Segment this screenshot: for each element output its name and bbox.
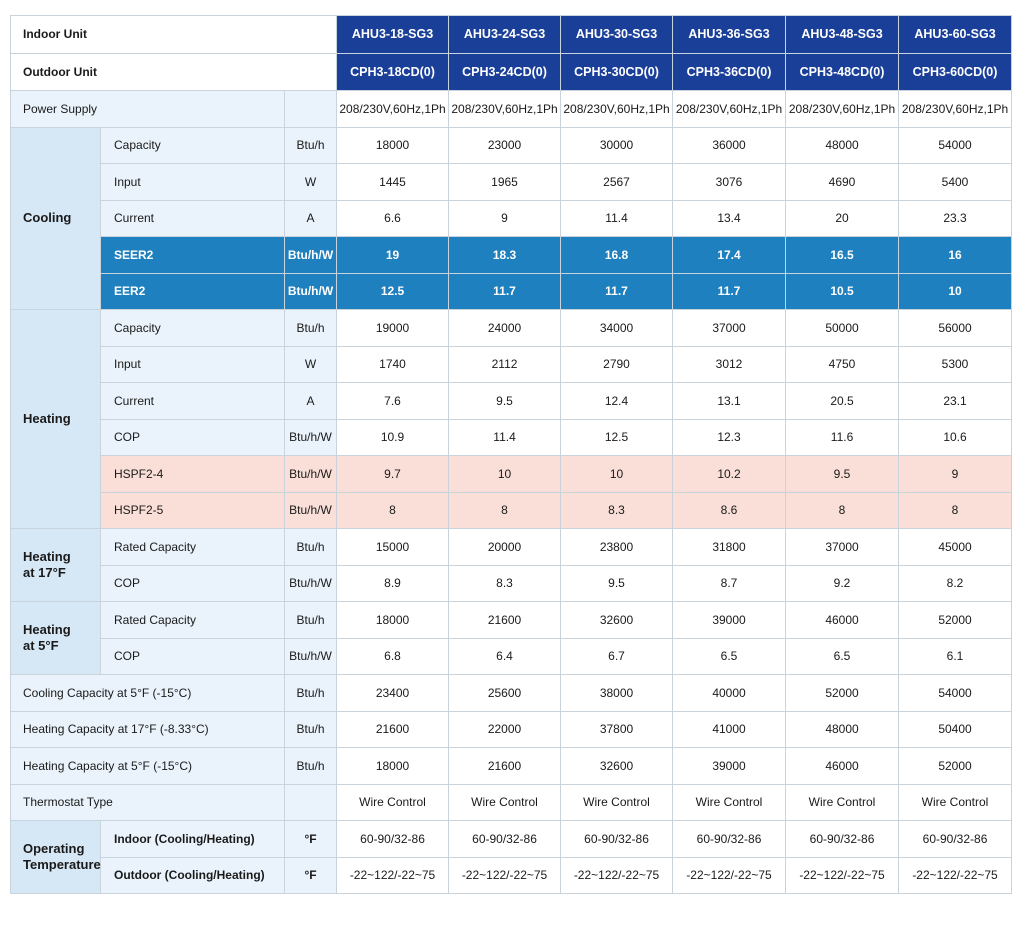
heat-cap-5f-value: 32600 [561,748,673,785]
cool-capacity-value: 18000 [337,127,449,164]
outdoor-model-cell: CPH3-30CD(0) [561,53,673,91]
cool-cap-5f-value: 40000 [673,675,786,712]
power-supply-value: 208/230V,60Hz,1Ph [561,91,673,128]
heat-cap-17f-value: 50400 [899,711,1012,748]
thermostat-label: Thermostat Type [11,784,285,821]
heat-cap-5f-value: 21600 [449,748,561,785]
hspf2-5-unit: Btu/h/W [285,492,337,529]
indoor-unit-label: Indoor Unit [11,16,337,54]
cool-cap-5f-unit: Btu/h [285,675,337,712]
seer2-value: 18.3 [449,237,561,274]
power-supply-unit [285,91,337,128]
heat-current-unit: A [285,383,337,420]
cool-input-value: 3076 [673,164,786,201]
seer2-value: 16 [899,237,1012,274]
table-row [11,675,1012,712]
h5-cop-value: 6.5 [786,638,899,675]
seer2-value: 16.5 [786,237,899,274]
heat-cop-value: 11.4 [449,419,561,456]
hspf2-5-label: HSPF2-5 [101,492,285,529]
thermostat-unit [285,784,337,821]
heat-cop-value: 12.5 [561,419,673,456]
h17-capacity-value: 45000 [899,529,1012,566]
seer2-label: SEER2 [101,237,285,274]
cooling-group-label: Cooling [11,127,101,310]
hspf2-4-value: 9 [899,456,1012,493]
indoor-model-cell: AHU3-30-SG3 [561,16,673,54]
heat-cap-17f-value: 22000 [449,711,561,748]
heat-capacity-value: 19000 [337,310,449,347]
operating-temp-group-label: Operating Temperature [11,821,101,894]
h17-capacity-value: 23800 [561,529,673,566]
indoor-model-cell: AHU3-48-SG3 [786,16,899,54]
heat-current-value: 13.1 [673,383,786,420]
table-row [11,565,1012,602]
cool-input-value: 1965 [449,164,561,201]
heat-cap-17f-label: Heating Capacity at 17°F (-8.33°C) [11,711,285,748]
op-outdoor-unit: °F [285,857,337,894]
h17-capacity-value: 20000 [449,529,561,566]
h17-cop-value: 9.5 [561,565,673,602]
table-row [11,310,1012,347]
indoor-model-cell: AHU3-36-SG3 [673,16,786,54]
h5-capacity-value: 46000 [786,602,899,639]
cool-current-value: 6.6 [337,200,449,237]
eer2-unit: Btu/h/W [285,273,337,310]
heat-capacity-value: 50000 [786,310,899,347]
cool-capacity-value: 48000 [786,127,899,164]
power-supply-value: 208/230V,60Hz,1Ph [786,91,899,128]
outdoor-model-cell: CPH3-48CD(0) [786,53,899,91]
cool-current-value: 20 [786,200,899,237]
indoor-model-cell: AHU3-18-SG3 [337,16,449,54]
h17-cop-label: COP [101,565,285,602]
h5-capacity-value: 32600 [561,602,673,639]
cool-cap-5f-value: 25600 [449,675,561,712]
h5-capacity-value: 18000 [337,602,449,639]
spec-table [10,15,1012,894]
cool-cap-5f-value: 54000 [899,675,1012,712]
heat-cap-17f-unit: Btu/h [285,711,337,748]
cool-input-value: 2567 [561,164,673,201]
heat-input-value: 2790 [561,346,673,383]
eer2-value: 11.7 [561,273,673,310]
h17-capacity-label: Rated Capacity [101,529,285,566]
table-row [11,383,1012,420]
cool-cap-5f-value: 52000 [786,675,899,712]
heat-input-value: 5300 [899,346,1012,383]
table-row [11,602,1012,639]
heat-cop-label: COP [101,419,285,456]
outdoor-model-cell: CPH3-60CD(0) [899,53,1012,91]
h17-cop-value: 9.2 [786,565,899,602]
power-supply-value: 208/230V,60Hz,1Ph [449,91,561,128]
hspf2-5-value: 8 [337,492,449,529]
heat-capacity-label: Capacity [101,310,285,347]
table-row [11,53,1012,91]
cool-cap-5f-value: 38000 [561,675,673,712]
cool-capacity-value: 30000 [561,127,673,164]
op-indoor-unit: °F [285,821,337,858]
op-outdoor-value: -22~122/-22~75 [786,857,899,894]
h5-cop-value: 6.5 [673,638,786,675]
h5-capacity-unit: Btu/h [285,602,337,639]
cool-capacity-value: 36000 [673,127,786,164]
op-indoor-value: 60-90/32-86 [899,821,1012,858]
heat-current-value: 20.5 [786,383,899,420]
h5-capacity-value: 39000 [673,602,786,639]
table-row [11,492,1012,529]
heat-capacity-value: 56000 [899,310,1012,347]
cool-current-unit: A [285,200,337,237]
heat-input-label: Input [101,346,285,383]
h17-cop-unit: Btu/h/W [285,565,337,602]
thermostat-value: Wire Control [337,784,449,821]
op-outdoor-value: -22~122/-22~75 [561,857,673,894]
heat-capacity-value: 37000 [673,310,786,347]
heating-5f-group-label: Heating at 5°F [11,602,101,675]
seer2-value: 19 [337,237,449,274]
eer2-value: 11.7 [673,273,786,310]
h5-cop-value: 6.4 [449,638,561,675]
table-row [11,164,1012,201]
heating-17f-group-label: Heating at 17°F [11,529,101,602]
thermostat-value: Wire Control [899,784,1012,821]
h17-cop-value: 8.2 [899,565,1012,602]
h5-cop-value: 6.1 [899,638,1012,675]
heat-capacity-value: 34000 [561,310,673,347]
cool-capacity-label: Capacity [101,127,285,164]
cool-input-value: 4690 [786,164,899,201]
hspf2-4-value: 9.7 [337,456,449,493]
heat-cap-5f-label: Heating Capacity at 5°F (-15°C) [11,748,285,785]
cool-input-unit: W [285,164,337,201]
hspf2-4-value: 10.2 [673,456,786,493]
cool-capacity-value: 23000 [449,127,561,164]
op-indoor-value: 60-90/32-86 [786,821,899,858]
cool-cap-5f-value: 23400 [337,675,449,712]
h5-cop-value: 6.7 [561,638,673,675]
thermostat-value: Wire Control [673,784,786,821]
op-outdoor-value: -22~122/-22~75 [673,857,786,894]
op-indoor-value: 60-90/32-86 [561,821,673,858]
heat-current-value: 7.6 [337,383,449,420]
h5-capacity-value: 21600 [449,602,561,639]
op-indoor-value: 60-90/32-86 [673,821,786,858]
h17-capacity-value: 37000 [786,529,899,566]
power-supply-label: Power Supply [11,91,285,128]
h17-capacity-value: 31800 [673,529,786,566]
h5-capacity-value: 52000 [899,602,1012,639]
heat-cap-5f-unit: Btu/h [285,748,337,785]
heat-capacity-value: 24000 [449,310,561,347]
heat-cop-value: 10.6 [899,419,1012,456]
hspf2-5-value: 8.6 [673,492,786,529]
table-row [11,200,1012,237]
outdoor-model-cell: CPH3-24CD(0) [449,53,561,91]
eer2-label: EER2 [101,273,285,310]
table-row [11,748,1012,785]
heat-cap-5f-value: 52000 [899,748,1012,785]
outdoor-unit-label: Outdoor Unit [11,53,337,91]
heat-input-value: 1740 [337,346,449,383]
op-outdoor-value: -22~122/-22~75 [899,857,1012,894]
hspf2-5-value: 8 [786,492,899,529]
power-supply-value: 208/230V,60Hz,1Ph [673,91,786,128]
table-row [11,237,1012,274]
heat-input-unit: W [285,346,337,383]
heat-cop-value: 10.9 [337,419,449,456]
table-row [11,529,1012,566]
hspf2-5-value: 8.3 [561,492,673,529]
heat-cop-value: 11.6 [786,419,899,456]
heat-current-value: 12.4 [561,383,673,420]
h17-capacity-value: 15000 [337,529,449,566]
op-indoor-label: Indoor (Cooling/Heating) [101,821,285,858]
cool-input-value: 1445 [337,164,449,201]
heat-current-value: 23.1 [899,383,1012,420]
heat-input-value: 4750 [786,346,899,383]
table-row [11,784,1012,821]
op-outdoor-value: -22~122/-22~75 [449,857,561,894]
heat-input-value: 3012 [673,346,786,383]
heat-cap-5f-value: 18000 [337,748,449,785]
thermostat-value: Wire Control [786,784,899,821]
hspf2-4-label: HSPF2-4 [101,456,285,493]
table-row [11,273,1012,310]
h17-cop-value: 8.7 [673,565,786,602]
h17-cop-value: 8.9 [337,565,449,602]
outdoor-model-cell: CPH3-36CD(0) [673,53,786,91]
table-row [11,638,1012,675]
hspf2-5-value: 8 [899,492,1012,529]
indoor-model-cell: AHU3-24-SG3 [449,16,561,54]
heat-cap-17f-value: 41000 [673,711,786,748]
cool-input-label: Input [101,164,285,201]
cool-current-value: 23.3 [899,200,1012,237]
thermostat-value: Wire Control [561,784,673,821]
heating-group-label: Heating [11,310,101,529]
heat-cop-unit: Btu/h/W [285,419,337,456]
cool-capacity-value: 54000 [899,127,1012,164]
heat-cap-5f-value: 39000 [673,748,786,785]
heat-cop-value: 12.3 [673,419,786,456]
hspf2-4-unit: Btu/h/W [285,456,337,493]
eer2-value: 10.5 [786,273,899,310]
heat-cap-17f-value: 21600 [337,711,449,748]
table-row [11,16,1012,54]
h17-cop-value: 8.3 [449,565,561,602]
cool-capacity-unit: Btu/h [285,127,337,164]
cool-input-value: 5400 [899,164,1012,201]
heat-current-value: 9.5 [449,383,561,420]
op-indoor-value: 60-90/32-86 [449,821,561,858]
op-outdoor-value: -22~122/-22~75 [337,857,449,894]
h5-capacity-label: Rated Capacity [101,602,285,639]
hspf2-4-value: 10 [449,456,561,493]
seer2-unit: Btu/h/W [285,237,337,274]
table-row [11,127,1012,164]
h5-cop-value: 6.8 [337,638,449,675]
table-row [11,91,1012,128]
table-row [11,419,1012,456]
eer2-value: 12.5 [337,273,449,310]
cool-current-value: 13.4 [673,200,786,237]
eer2-value: 10 [899,273,1012,310]
heat-cap-17f-value: 37800 [561,711,673,748]
table-row [11,456,1012,493]
table-row [11,711,1012,748]
cool-cap-5f-label: Cooling Capacity at 5°F (-15°C) [11,675,285,712]
cool-current-label: Current [101,200,285,237]
cool-current-value: 11.4 [561,200,673,237]
hspf2-5-value: 8 [449,492,561,529]
table-row [11,821,1012,858]
heat-cap-5f-value: 46000 [786,748,899,785]
table-row [11,346,1012,383]
outdoor-model-cell: CPH3-18CD(0) [337,53,449,91]
thermostat-value: Wire Control [449,784,561,821]
hspf2-4-value: 9.5 [786,456,899,493]
op-indoor-value: 60-90/32-86 [337,821,449,858]
cool-current-value: 9 [449,200,561,237]
hspf2-4-value: 10 [561,456,673,493]
heat-cap-17f-value: 48000 [786,711,899,748]
heat-capacity-unit: Btu/h [285,310,337,347]
seer2-value: 16.8 [561,237,673,274]
op-outdoor-label: Outdoor (Cooling/Heating) [101,857,285,894]
eer2-value: 11.7 [449,273,561,310]
power-supply-value: 208/230V,60Hz,1Ph [337,91,449,128]
h5-cop-label: COP [101,638,285,675]
heat-current-label: Current [101,383,285,420]
table-row [11,857,1012,894]
h5-cop-unit: Btu/h/W [285,638,337,675]
indoor-model-cell: AHU3-60-SG3 [899,16,1012,54]
h17-capacity-unit: Btu/h [285,529,337,566]
seer2-value: 17.4 [673,237,786,274]
power-supply-value: 208/230V,60Hz,1Ph [899,91,1012,128]
heat-input-value: 2112 [449,346,561,383]
